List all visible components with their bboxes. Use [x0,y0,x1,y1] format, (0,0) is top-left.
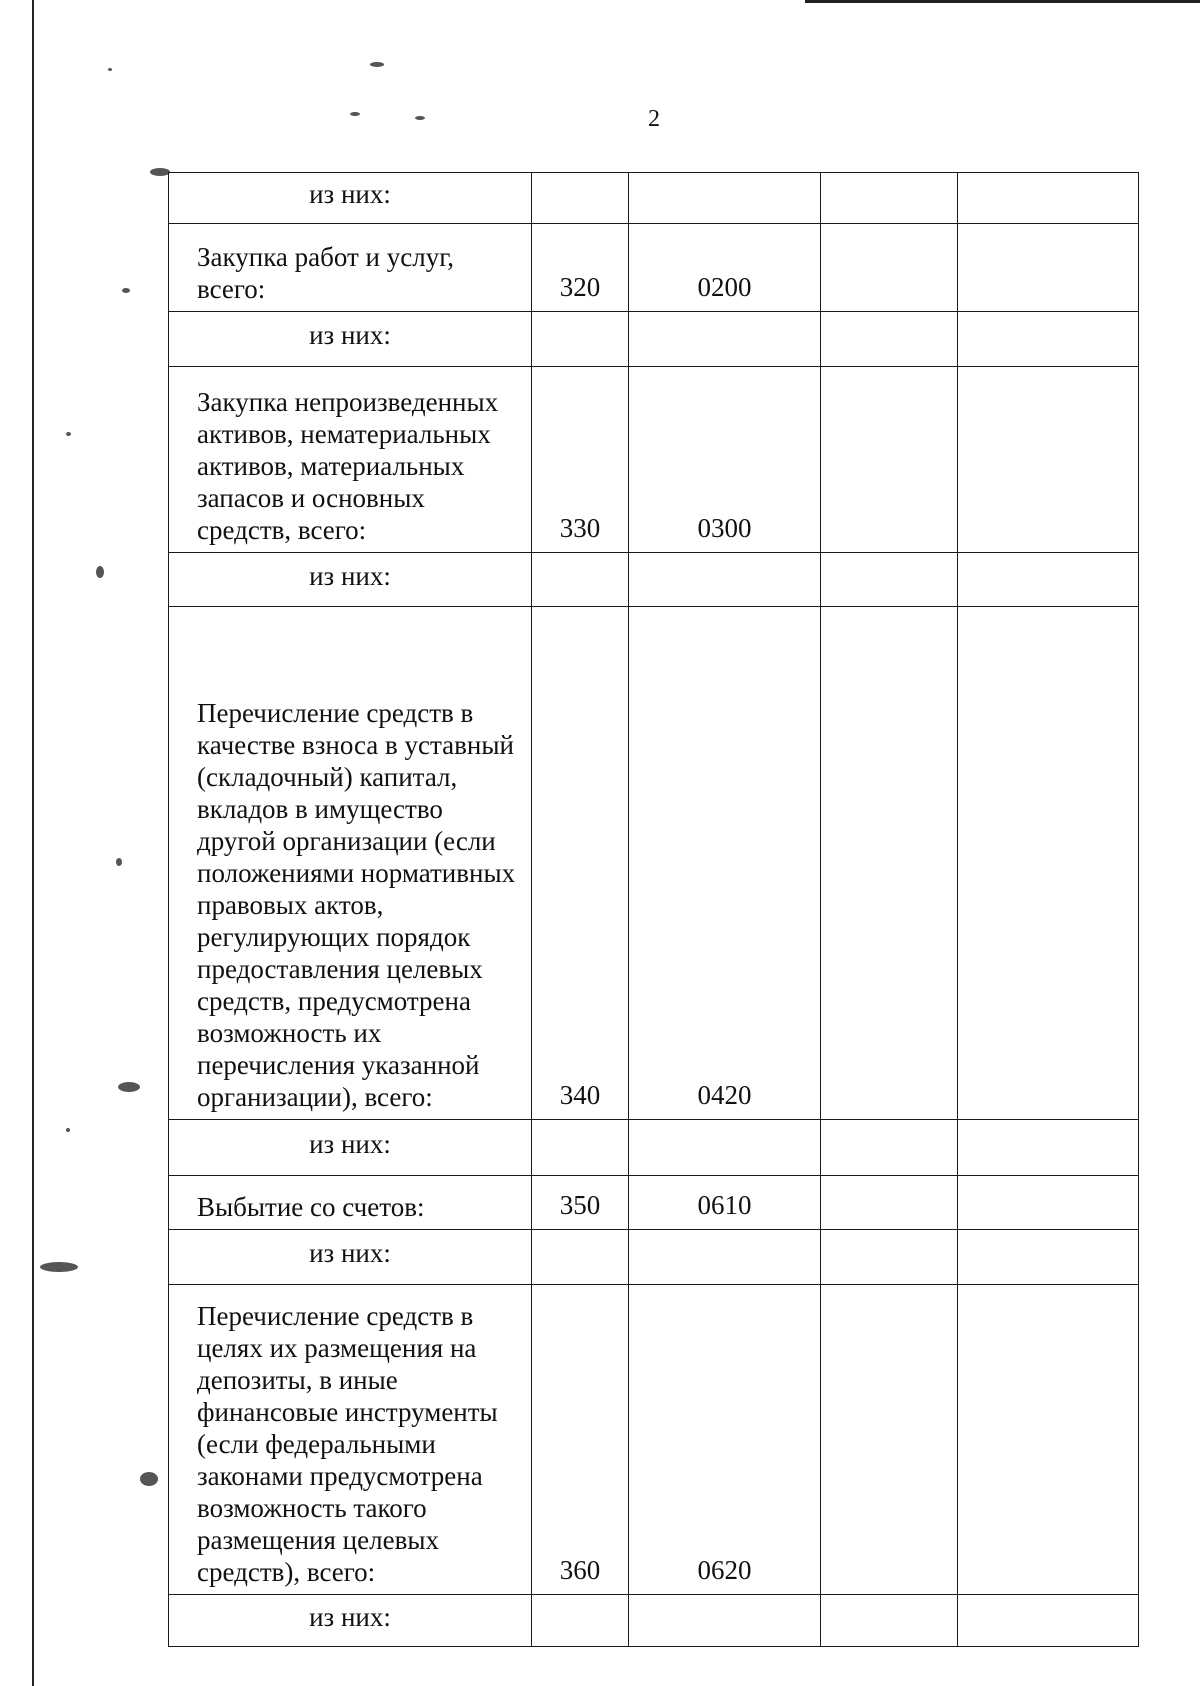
row-value-cell [958,1176,1139,1230]
table-row [169,312,1139,367]
scan-speck [96,566,104,578]
row-line-code [532,1120,629,1176]
row-budget-code: 0420 [629,607,821,1120]
row-line-code [532,1230,629,1285]
row-budget-code: 0610 [629,1176,821,1230]
scan-edge-left [32,0,34,1686]
table-row [169,224,1139,312]
page-number: 2 [648,106,660,132]
scan-speck [150,168,170,176]
row-value-cell [958,1595,1139,1647]
scan-speck [108,68,112,71]
scan-speck [122,288,130,293]
row-label: Перечисление средств в целях их размещения на депозиты, в иные финансовые инструменты (если федеральными законами предусмотрена возможность такого размещения целевых средств), всего: [169,1285,532,1595]
table-row [169,173,1139,224]
row-label: из них: [169,1230,532,1285]
row-label: из них: [169,173,532,224]
table-row [169,367,1139,553]
row-value-cell [821,173,958,224]
row-label: из них: [169,1595,532,1647]
row-line-code: 350 [532,1176,629,1230]
row-budget-code: 0200 [629,224,821,312]
row-budget-code [629,553,821,607]
row-value-cell [821,367,958,553]
row-line-code: 340 [532,607,629,1120]
table-row [169,1285,1139,1595]
row-value-cell [958,1120,1139,1176]
scan-edge-top [805,0,1200,3]
row-label: Перечисление средств в качестве взноса в уставный (складочный) капитал, вкладов в имущество другой организации (если положениями нормативных правовых актов, регулирующих порядок предоставления целевых средств, предусмотрена возможность их перечисления указанной организации), всего: [169,607,532,1120]
row-value-cell [821,1176,958,1230]
row-value-cell [958,553,1139,607]
row-budget-code [629,173,821,224]
row-line-code: 360 [532,1285,629,1595]
row-value-cell [821,1285,958,1595]
row-label: из них: [169,1120,532,1176]
table-row [169,1595,1139,1647]
row-line-code: 320 [532,224,629,312]
row-label: Выбытие со счетов: [169,1176,532,1230]
row-value-cell [821,1230,958,1285]
row-budget-code [629,1595,821,1647]
row-value-cell [958,1230,1139,1285]
row-value-cell [821,224,958,312]
table-row [169,607,1139,1120]
row-line-code [532,553,629,607]
row-line-code: 330 [532,367,629,553]
row-budget-code [629,312,821,367]
row-value-cell [821,553,958,607]
scan-speck [118,1082,140,1092]
row-line-code [532,173,629,224]
table-row [169,1230,1139,1285]
scan-speck [116,858,122,866]
row-line-code [532,1595,629,1647]
row-budget-code: 0620 [629,1285,821,1595]
row-value-cell [958,367,1139,553]
row-budget-code [629,1120,821,1176]
scan-speck [140,1472,158,1486]
row-label: из них: [169,553,532,607]
row-budget-code: 0300 [629,367,821,553]
scan-speck [40,1262,78,1272]
scan-speck [66,432,71,436]
row-line-code [532,312,629,367]
row-value-cell [958,173,1139,224]
row-budget-code [629,1230,821,1285]
row-value-cell [821,1120,958,1176]
row-value-cell [958,607,1139,1120]
table-row [169,553,1139,607]
row-value-cell [821,1595,958,1647]
row-value-cell [958,224,1139,312]
row-value-cell [821,312,958,367]
row-label: Закупка непроизведенных активов, нематериальных активов, материальных запасов и основных средств, всего: [169,367,532,553]
scan-speck [415,116,425,120]
row-value-cell [958,1285,1139,1595]
row-value-cell [958,312,1139,367]
scan-speck [370,62,384,67]
table-row [169,1176,1139,1230]
row-label: из них: [169,312,532,367]
row-label: Закупка работ и услуг, всего: [169,224,532,312]
table-row [169,1120,1139,1176]
report-table [168,172,1139,1647]
row-value-cell [821,607,958,1120]
scan-speck [66,1128,70,1132]
scan-speck [350,112,360,116]
